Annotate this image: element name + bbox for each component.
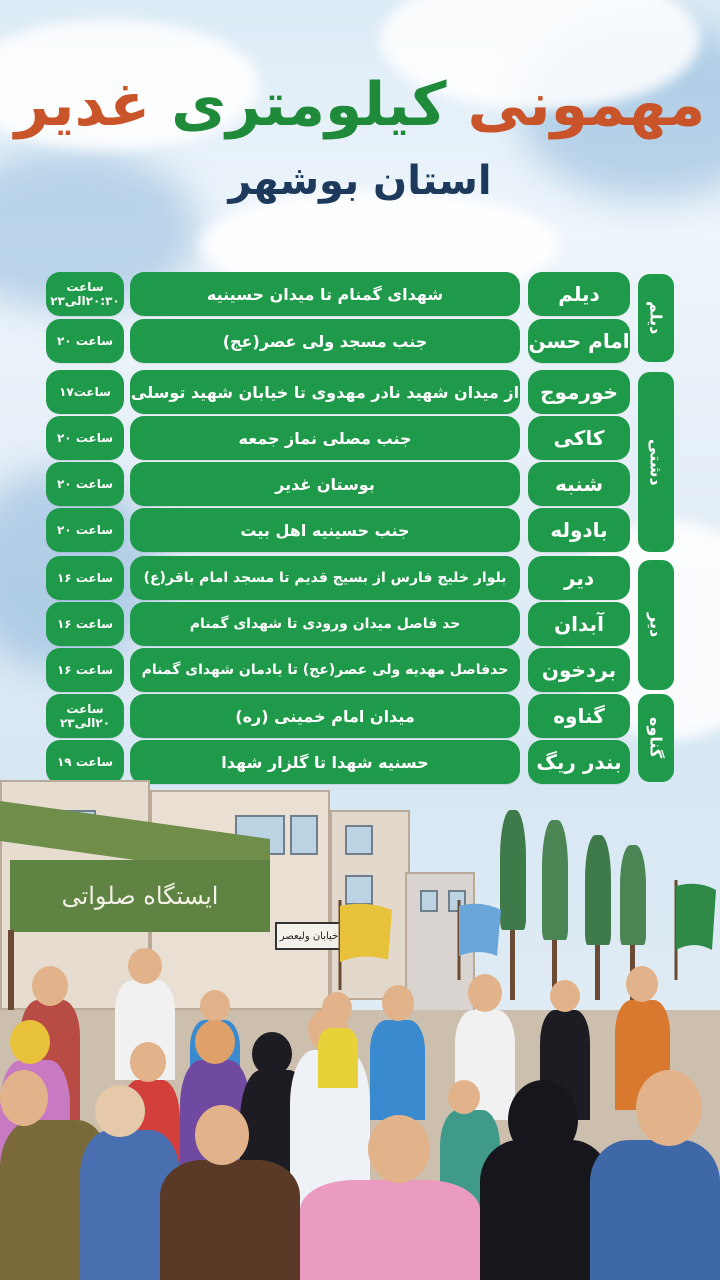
schedule-table bbox=[44, 270, 676, 786]
location-cell: شهدای گمنام تا میدان حسینیه bbox=[130, 272, 520, 316]
city-cell: آبدان bbox=[528, 602, 630, 646]
person-head bbox=[448, 1080, 480, 1114]
person-head bbox=[626, 966, 658, 1002]
person-head bbox=[508, 1080, 578, 1160]
table-row bbox=[44, 370, 630, 414]
location-cell: جنب مسجد ولی عصر(عج) bbox=[130, 319, 520, 363]
person-head bbox=[0, 1070, 48, 1126]
table-row bbox=[44, 648, 630, 692]
person-head bbox=[195, 1020, 235, 1064]
city-cell: دیر bbox=[528, 556, 630, 600]
table-row bbox=[44, 416, 630, 460]
table-row bbox=[44, 319, 630, 363]
person-body bbox=[160, 1160, 300, 1280]
yellow-flag bbox=[336, 900, 396, 990]
child-head bbox=[322, 992, 352, 1024]
city-cell: بردخون bbox=[528, 648, 630, 692]
person-head bbox=[368, 1115, 430, 1183]
time-cell: ساعت ۱۶ bbox=[46, 556, 124, 600]
table-row bbox=[44, 602, 630, 646]
time-cell bbox=[46, 694, 124, 738]
county-label-dashti: دشتی bbox=[638, 372, 674, 552]
person-head bbox=[382, 985, 414, 1021]
time-cell: ساعت ۱۶ bbox=[46, 602, 124, 646]
location-cell: جنب حسینیه اهل بیت bbox=[130, 508, 520, 552]
location-cell: حد فاصل میدان ورودی تا شهدای گمنام bbox=[130, 602, 520, 646]
page-title bbox=[0, 60, 720, 150]
time-cell: ساعت ۲۰ bbox=[46, 416, 124, 460]
person-head bbox=[32, 966, 68, 1006]
city-cell: کاکی bbox=[528, 416, 630, 460]
location-cell: میدان امام خمینی (ره) bbox=[130, 694, 520, 738]
table-row bbox=[44, 272, 630, 316]
title-word-2: کیلومتری bbox=[171, 70, 447, 140]
city-cell: بادوله bbox=[528, 508, 630, 552]
location-cell: حسنیه شهدا تا گلزار شهدا bbox=[130, 740, 520, 784]
table-row bbox=[44, 694, 630, 738]
time-cell bbox=[46, 272, 124, 316]
location-cell: از میدان شهید نادر مهدوی تا خیابان شهید توسلی bbox=[130, 370, 520, 414]
table-row bbox=[44, 556, 630, 600]
tent-sign: ایستگاه صلواتی bbox=[10, 860, 270, 932]
title-word-1: مهمونی bbox=[467, 70, 706, 140]
crowd-illustration bbox=[0, 780, 720, 1280]
person-body bbox=[300, 1180, 480, 1280]
table-row bbox=[44, 462, 630, 506]
person-head bbox=[252, 1032, 292, 1076]
location-cell: جنب مصلی نماز جمعه bbox=[130, 416, 520, 460]
city-cell: شنبه bbox=[528, 462, 630, 506]
child-body bbox=[318, 1028, 358, 1088]
person-head bbox=[200, 990, 230, 1022]
person-body bbox=[370, 1020, 425, 1120]
table-row bbox=[44, 740, 630, 784]
time-cell: ساعت ۱۹ bbox=[46, 740, 124, 784]
person-body bbox=[590, 1140, 720, 1280]
person-head bbox=[195, 1105, 249, 1165]
person-head bbox=[95, 1085, 145, 1137]
person-head bbox=[128, 948, 162, 984]
building-window bbox=[290, 815, 318, 855]
time-line-2: ۲۰الی۲۳ bbox=[59, 716, 111, 730]
county-label-deylam: دیلم bbox=[638, 274, 674, 362]
city-cell: بندر ریگ bbox=[528, 740, 630, 784]
time-cell: ساعت ۲۰ bbox=[46, 319, 124, 363]
person-head bbox=[10, 1020, 50, 1064]
city-cell: امام حسن bbox=[528, 319, 630, 363]
tree bbox=[542, 820, 568, 940]
title-block bbox=[0, 60, 720, 208]
county-label-genaveh: گناوه bbox=[638, 694, 674, 782]
building-window bbox=[420, 890, 438, 912]
table-row bbox=[44, 508, 630, 552]
title-word-3: غدیر bbox=[14, 70, 151, 140]
city-cell: گناوه bbox=[528, 694, 630, 738]
location-cell: حدفاصل مهدیه ولی عصر(عج) تا یادمان شهدای گمنام bbox=[130, 648, 520, 692]
tree bbox=[585, 835, 611, 945]
time-cell: ساعت ۲۰ bbox=[46, 462, 124, 506]
green-flag bbox=[672, 880, 720, 980]
city-cell: خورموج bbox=[528, 370, 630, 414]
page-subtitle: استان بوشهر bbox=[228, 158, 492, 204]
person-head bbox=[550, 980, 580, 1012]
tree bbox=[620, 845, 646, 945]
county-label-deyr: دیر bbox=[638, 560, 674, 690]
location-cell: بلوار خلیج فارس از بسیج قدیم تا مسجد امام باقر(ع) bbox=[130, 556, 520, 600]
location-cell: بوستان غدیر bbox=[130, 462, 520, 506]
building-window bbox=[345, 825, 373, 855]
person-head bbox=[468, 974, 502, 1012]
city-cell: دیلم bbox=[528, 272, 630, 316]
person-head bbox=[636, 1070, 702, 1146]
time-line-2: ۲۰:۳۰الی۲۳ bbox=[50, 294, 120, 308]
time-cell: ساعت۱۷ bbox=[46, 370, 124, 414]
blue-flag bbox=[455, 900, 505, 980]
time-line-1: ساعت bbox=[66, 702, 104, 716]
street-sign: خیابان ولیعصر bbox=[275, 922, 343, 950]
time-cell: ساعت ۲۰ bbox=[46, 508, 124, 552]
person-head bbox=[130, 1042, 166, 1082]
time-line-1: ساعت bbox=[66, 280, 104, 294]
time-cell: ساعت ۱۶ bbox=[46, 648, 124, 692]
